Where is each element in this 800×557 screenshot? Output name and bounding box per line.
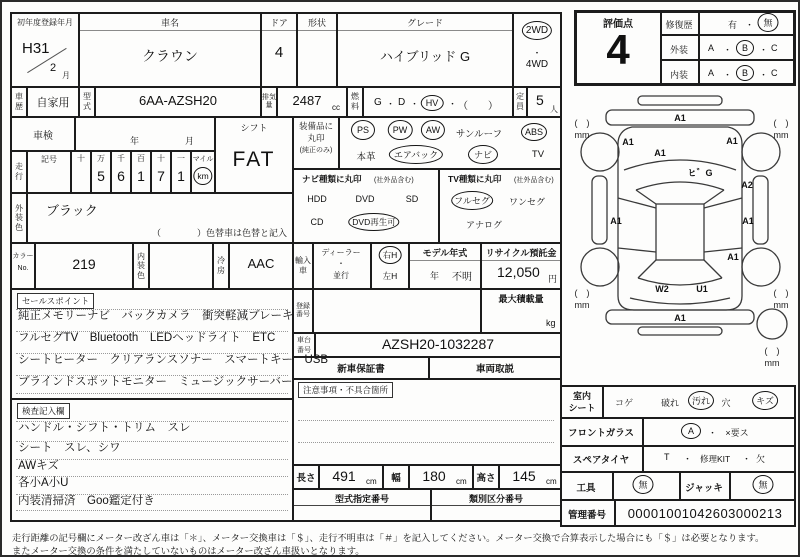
trunk-line bbox=[630, 298, 730, 304]
sales-point-line: シートヒーター クリアランスソナー スマートキー USB bbox=[18, 354, 329, 366]
repair-yes: 有 bbox=[728, 20, 738, 30]
sales-point-line: フルセグTV Bluetooth LEDヘッドライト ETC bbox=[18, 332, 276, 344]
dealer-sep: ・ bbox=[337, 259, 345, 268]
spare-t: T bbox=[664, 452, 670, 462]
rear-left-wheel bbox=[581, 248, 619, 286]
pw-circled: PW bbox=[388, 120, 413, 140]
rear-trim-strip bbox=[638, 327, 722, 335]
mm-label-tr: mm bbox=[773, 130, 789, 140]
import-label: 輸入車 bbox=[295, 256, 311, 275]
mark-door-left: A1 bbox=[610, 216, 622, 226]
model-label: 型式 bbox=[83, 92, 91, 111]
interior-b-circled: B bbox=[736, 65, 754, 81]
height-unit: cm bbox=[546, 477, 557, 486]
exterior-b-circled: B bbox=[736, 40, 754, 56]
windshield-line bbox=[636, 182, 724, 190]
mileage-label: 走行 bbox=[15, 162, 23, 181]
parallel-label: 並行 bbox=[333, 271, 349, 280]
inspector-note-line: 内装清掃済 Goo鑑定付き bbox=[18, 495, 155, 507]
mileage-digit: 7 bbox=[157, 168, 165, 184]
recycle-label: リサイクル預託金 bbox=[485, 248, 557, 258]
equipment-label-3: (純正のみ) bbox=[299, 147, 333, 154]
spare-missing: 欠 bbox=[756, 454, 766, 464]
mileage-symbol-label: 記号 bbox=[41, 155, 57, 164]
history-value: 自家用 bbox=[36, 97, 70, 109]
hood-line bbox=[624, 160, 736, 170]
navi-circled: ナビ bbox=[468, 145, 498, 164]
max-load-label: 最大積載量 bbox=[498, 294, 544, 304]
glass-x-label: ×要ス bbox=[725, 428, 749, 438]
a-pillar-right bbox=[704, 190, 724, 204]
fuel-d: D bbox=[398, 97, 406, 108]
tv-type-label-sub: (社外品含む) bbox=[514, 177, 554, 184]
mark-rear-bumper: A1 bbox=[674, 313, 686, 323]
header-underline bbox=[262, 30, 296, 31]
shaken-month-unit: 月 bbox=[185, 136, 195, 146]
tv-type-label: TV種類に丸印 bbox=[448, 174, 502, 184]
sales-point-line: 純正メモリーナビ バックカメラ 衝突軽減ブレーキ bbox=[18, 310, 294, 322]
mark-rear-deck-u1: U1 bbox=[696, 284, 708, 294]
score-value: 4 bbox=[606, 26, 630, 73]
mm-paren-ml: ( ) bbox=[574, 288, 590, 298]
mark-rear-deck-w2: W2 bbox=[655, 284, 669, 294]
rear-window-line bbox=[638, 278, 722, 285]
score-exterior-label: 外装 bbox=[669, 45, 689, 55]
reg-no-label: 登録番号 bbox=[296, 302, 310, 318]
manual-label: 車両取説 bbox=[475, 364, 515, 375]
ac-label: 冷房 bbox=[217, 256, 225, 275]
model-year-label: モデル年式 bbox=[422, 248, 468, 258]
mark-rear-fender-right: A1 bbox=[727, 252, 739, 262]
mm-paren-tr: ( ) bbox=[773, 118, 789, 128]
interior-label: 内装色 bbox=[137, 251, 145, 280]
mark-door-right: A1 bbox=[742, 216, 754, 226]
repair-no-circled: 無 bbox=[757, 13, 778, 32]
shaken-year-unit: 年 bbox=[130, 136, 140, 146]
drive-4wd: 4WD bbox=[525, 59, 549, 70]
sales-point-line: ブラインドスポットモニター ミュージックサーバー bbox=[18, 376, 293, 388]
sunroof-label: サンルーフ bbox=[455, 129, 503, 140]
seat-koge: コゲ bbox=[614, 398, 634, 408]
ps-circled: PS bbox=[351, 120, 375, 140]
score-interior-label: 内装 bbox=[669, 70, 689, 80]
interior-sep: ・ bbox=[723, 70, 733, 80]
tool-label: 工具 bbox=[576, 483, 596, 494]
nav-hdd: HDD bbox=[307, 194, 327, 204]
caution-label: 注意事項・不具合箇所 bbox=[298, 382, 393, 398]
mileage-col-header: 一 bbox=[177, 154, 185, 163]
capacity-value: 5 bbox=[536, 92, 544, 108]
inspector-note-line: シート スレ、シワ bbox=[18, 442, 121, 454]
one-seg: ワンセグ bbox=[508, 197, 546, 207]
capacity-label: 定員 bbox=[516, 92, 524, 111]
first-registration-year: H31 bbox=[22, 40, 50, 57]
front-trim-strip bbox=[638, 96, 722, 105]
car-body-outline bbox=[618, 127, 742, 310]
warranty-label: 新車保証書 bbox=[337, 364, 385, 375]
chassis-label-2: 番号 bbox=[297, 347, 311, 354]
shaken-label: 車検 bbox=[33, 131, 53, 142]
length-value: 491 bbox=[332, 468, 356, 484]
mark-windshield: ヒ゛G bbox=[687, 168, 713, 178]
class-number-label: 類別区分番号 bbox=[468, 494, 524, 504]
seat-yabure: 破れ bbox=[660, 398, 680, 408]
length-label: 長さ bbox=[296, 473, 316, 484]
nav-dvd: DVD bbox=[355, 194, 375, 204]
seat-kizu-circled: キズ bbox=[752, 391, 778, 410]
mileage-digit: 1 bbox=[137, 168, 145, 184]
mileage-digit: 5 bbox=[97, 168, 105, 184]
header-underline bbox=[338, 30, 512, 31]
nav-type-label-sub: (社外品含む) bbox=[374, 177, 414, 184]
seat-ana: 穴 bbox=[721, 398, 731, 408]
c-pillar-left bbox=[638, 260, 656, 278]
reg-no-value-cell bbox=[312, 288, 482, 334]
disp-label: 排気量 bbox=[262, 93, 276, 109]
first-registration-month: 2 bbox=[50, 62, 57, 74]
color-no-label-2: No. bbox=[17, 265, 29, 272]
mark-front-bumper: A1 bbox=[674, 113, 686, 123]
leather-label: 本革 bbox=[356, 152, 376, 163]
ext-color-value: ブラック bbox=[46, 203, 98, 218]
nav-cd: CD bbox=[310, 217, 324, 227]
footer-note-line2: またメーター交換の条件を満たしていないものはメーター改ざん車扱いとなります。 bbox=[12, 546, 365, 556]
fuel-paren: （ ） bbox=[458, 101, 498, 112]
mgmt-no-label: 管理番号 bbox=[567, 510, 607, 521]
width-value: 180 bbox=[422, 468, 446, 484]
fuel-g: G bbox=[374, 97, 382, 108]
grade-value: ハイブリッド G bbox=[379, 49, 471, 64]
mgmt-no-value: 00001001042603000213 bbox=[627, 506, 783, 521]
model-year-value: 不明 bbox=[452, 272, 472, 283]
car-name-label: 車名 bbox=[160, 18, 180, 28]
fuel-sep: ・ bbox=[386, 99, 396, 109]
car-damage-diagram bbox=[560, 86, 800, 386]
disp-unit: cc bbox=[332, 103, 340, 112]
mileage-col-header: 十 bbox=[77, 154, 85, 163]
mm-label-mr: mm bbox=[773, 300, 789, 310]
interior-c: C bbox=[771, 68, 778, 78]
score-label: 評価点 bbox=[603, 19, 633, 30]
inspector-notes-label: 検査記入欄 bbox=[17, 403, 70, 419]
abs-circled: ABS bbox=[521, 123, 547, 141]
mileage-col-header: 万 bbox=[97, 154, 105, 163]
shift-value: FAT bbox=[232, 148, 276, 171]
glass-a-circled: A bbox=[681, 423, 701, 439]
c-pillar-right bbox=[704, 260, 722, 278]
mm-label-ml: mm bbox=[574, 300, 590, 310]
recycle-unit: 円 bbox=[548, 274, 558, 284]
drive-2wd-circled: 2WD bbox=[522, 21, 552, 40]
fuel-label: 燃料 bbox=[351, 92, 359, 111]
exterior-c: C bbox=[771, 43, 778, 53]
mile-label: マイル bbox=[192, 156, 214, 163]
capacity-unit: 人 bbox=[550, 105, 558, 114]
dealer-label: ディーラー bbox=[321, 248, 361, 257]
width-unit: cm bbox=[456, 477, 467, 486]
model-year-unit: 年 bbox=[430, 271, 440, 281]
fuel-hv-circled: HV bbox=[421, 95, 444, 111]
jack-label: ジャッキ bbox=[685, 483, 723, 494]
seat-label-1: 室内 bbox=[572, 391, 592, 401]
chassis-label-1: 車台 bbox=[297, 337, 311, 344]
lh-label: 左H bbox=[382, 271, 398, 281]
drive-separator: ・ bbox=[532, 48, 542, 58]
ac-value: AAC bbox=[247, 256, 275, 271]
door-label: ドア bbox=[270, 18, 288, 28]
shaken-value-cell bbox=[74, 116, 216, 152]
interior-sep: ・ bbox=[759, 70, 769, 80]
recycle-value: 12,050 bbox=[497, 264, 540, 280]
left-rocker-panel bbox=[592, 176, 607, 244]
disp-value: 2487 bbox=[292, 93, 322, 108]
car-name-value: クラウン bbox=[142, 48, 198, 64]
grade-label: グレード bbox=[406, 18, 444, 28]
mileage-digit: 6 bbox=[117, 168, 125, 184]
type-number-label: 型式指定番号 bbox=[334, 494, 390, 504]
analog: アナログ bbox=[465, 220, 503, 230]
aw-circled: AW bbox=[421, 120, 445, 140]
roof-panel bbox=[656, 204, 704, 260]
height-value: 145 bbox=[512, 468, 536, 484]
right-rocker-panel bbox=[753, 176, 768, 244]
mark-hood: A1 bbox=[654, 148, 666, 158]
shift-label: シフト bbox=[240, 123, 268, 133]
fuel-sep: ・ bbox=[448, 99, 458, 109]
history-label: 車歴 bbox=[15, 92, 23, 111]
a-pillar-left bbox=[636, 190, 656, 204]
shape-label: 形状 bbox=[307, 18, 327, 28]
spare-sep: ・ bbox=[683, 454, 693, 464]
inspector-note-line: 各小A小U bbox=[18, 477, 69, 489]
mm-label-tl: mm bbox=[574, 130, 590, 140]
color-no-label-1: カラー bbox=[12, 253, 34, 260]
exterior-sep: ・ bbox=[723, 45, 733, 55]
exterior-sep: ・ bbox=[759, 45, 769, 55]
mark-front-fender-right: A1 bbox=[726, 136, 738, 146]
max-load-unit: kg bbox=[546, 318, 556, 328]
nav-sd: SD bbox=[405, 194, 419, 204]
full-seg-circled: フルセグ bbox=[451, 191, 493, 210]
mm-paren-tl: ( ) bbox=[574, 118, 590, 128]
km-circled: km bbox=[193, 167, 212, 185]
equipment-label-2: 丸印 bbox=[307, 133, 325, 143]
airbag-circled: エアバック bbox=[389, 145, 443, 164]
tool-none-circled: 無 bbox=[632, 475, 653, 494]
door-value: 4 bbox=[274, 44, 284, 61]
front-glass-label: フロントガラス bbox=[568, 428, 634, 439]
door-line-left-rear bbox=[618, 248, 656, 252]
mark-side-upper-right: A2 bbox=[741, 180, 753, 190]
month-unit: 月 bbox=[62, 71, 70, 80]
interior-a: A bbox=[708, 68, 715, 78]
chassis-value: AZSH20-1032287 bbox=[381, 336, 495, 352]
footer-note-line1: 走行距離の記号欄にメーター改ざん車は「＊」、メーター交換車は「＄」、走行不明車は「＃」を記入してください。メーター交換で合算表示した場合にも「＄」は必要となります。 bbox=[12, 533, 765, 543]
glass-sep: ・ bbox=[708, 428, 718, 438]
ext-color-label: 外装色 bbox=[15, 203, 23, 232]
jack-none-circled: 無 bbox=[752, 475, 773, 494]
dvd-play-circled: DVD再生可 bbox=[348, 213, 399, 231]
header-underline bbox=[298, 30, 336, 31]
model-value: 6AA-AZSH20 bbox=[138, 93, 218, 108]
length-unit: cm bbox=[366, 477, 377, 486]
mm-paren-mr: ( ) bbox=[773, 288, 789, 298]
inspector-note-line: AWキズ bbox=[18, 460, 59, 472]
height-label: 高さ bbox=[476, 473, 496, 484]
sales-points-label: セールスポイント bbox=[17, 293, 94, 309]
mileage-col-header: 百 bbox=[137, 154, 145, 163]
seat-label-2: シート bbox=[568, 403, 596, 413]
tv-label: TV bbox=[531, 149, 545, 160]
nav-type-label: ナビ種類に丸印 bbox=[302, 174, 362, 184]
mm-label-br: mm bbox=[764, 358, 780, 368]
mm-paren-br: ( ) bbox=[764, 346, 780, 356]
mileage-digit: 1 bbox=[177, 168, 185, 184]
rear-right-wheel bbox=[742, 248, 780, 286]
inspector-note-line: ハンドル・シフト・トリム スレ bbox=[18, 422, 191, 434]
rh-circled: 右H bbox=[379, 246, 402, 264]
color-no-value: 219 bbox=[72, 256, 96, 272]
spare-tire-circle bbox=[757, 309, 787, 339]
width-label: 幅 bbox=[391, 473, 401, 484]
exterior-a: A bbox=[708, 43, 715, 53]
repair-label: 修復歴 bbox=[665, 20, 693, 30]
spare-kit: 修理KIT bbox=[700, 454, 731, 464]
header-underline bbox=[80, 30, 260, 31]
interior-value-cell bbox=[148, 242, 214, 290]
spare-tire-label: スペアタイヤ bbox=[572, 455, 630, 466]
first-registration-label: 初年度登録年月 bbox=[17, 18, 73, 27]
spare-sep: ・ bbox=[742, 454, 752, 464]
ext-color-note: （ ）色替車は色替と記入 bbox=[152, 228, 288, 238]
repair-sep: ・ bbox=[745, 20, 755, 30]
mileage-col-header: 千 bbox=[117, 154, 125, 163]
seat-yogore-circled: 汚れ bbox=[688, 391, 714, 410]
fuel-sep: ・ bbox=[410, 99, 420, 109]
equipment-label-1: 装備品に bbox=[298, 121, 334, 131]
mark-front-fender-left: A1 bbox=[622, 137, 634, 147]
mileage-col-header: 十 bbox=[157, 154, 165, 163]
